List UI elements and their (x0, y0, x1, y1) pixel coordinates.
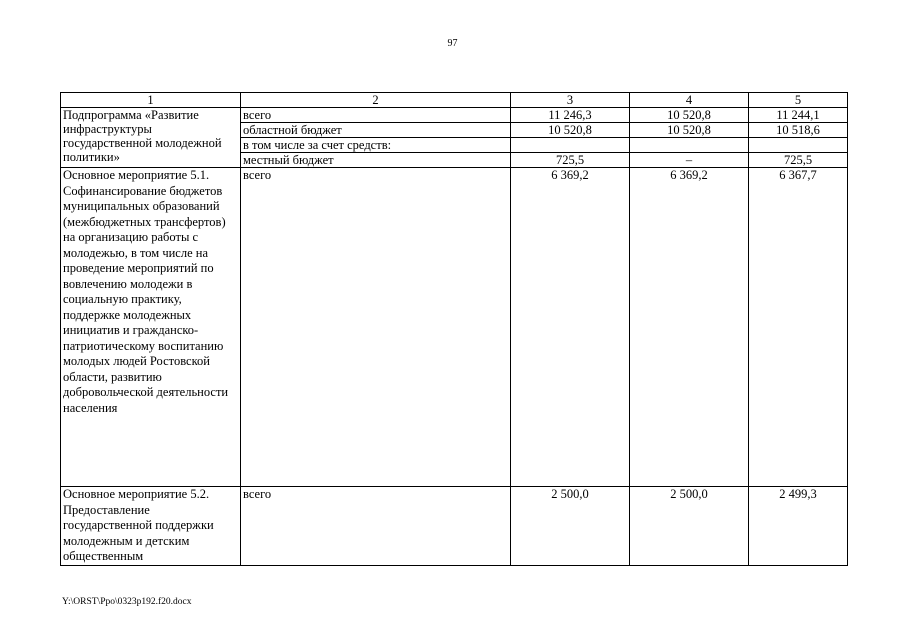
row-value-4: 10 520,8 (630, 108, 749, 123)
row-value-5: 11 244,1 (749, 108, 848, 123)
header-col-5: 5 (749, 93, 848, 108)
header-col-4: 4 (630, 93, 749, 108)
footer-file-path: Y:\ORST\Ppo\0323p192.f20.docx (62, 597, 192, 607)
row-value-3: 6 369,2 (511, 168, 630, 487)
row-value-4: 6 369,2 (630, 168, 749, 487)
row-label: всего (241, 487, 511, 566)
row-value-4 (630, 138, 749, 153)
row-value-4: 10 520,8 (630, 123, 749, 138)
measure-5-1-name: Основное мероприятие 5.1. Софинансирование бюджетов муниципальных образований (межбюджетных трансфертов) на организацию работы с молодежью, в том числе на проведение мероприятий по вовлечению молодежи в социальную практику, поддержке молодежных инициатив и гражданско-патриотическому воспитанию молодых людей Ростовской области, развитию добровольческой деятельности населения (61, 168, 241, 487)
row-value-5 (749, 138, 848, 153)
row-value-5: 10 518,6 (749, 123, 848, 138)
row-value-5: 725,5 (749, 153, 848, 168)
row-value-3: 725,5 (511, 153, 630, 168)
row-value-3: 11 246,3 (511, 108, 630, 123)
measure-5-2-name: Основное мероприятие 5.2. Предоставление государственной поддержки молодежным и детским общественным (61, 487, 241, 566)
header-col-3: 3 (511, 93, 630, 108)
row-value-5: 2 499,3 (749, 487, 848, 566)
table-row (61, 168, 848, 487)
table-header-row (61, 93, 848, 108)
row-value-4: 2 500,0 (630, 487, 749, 566)
row-value-3: 10 520,8 (511, 123, 630, 138)
row-label: всего (241, 168, 511, 487)
header-col-1: 1 (61, 93, 241, 108)
row-label: местный бюджет (241, 153, 511, 168)
row-label: в том числе за счет средств: (241, 138, 511, 153)
row-value-3: 2 500,0 (511, 487, 630, 566)
row-value-4: – (630, 153, 749, 168)
budget-table (60, 92, 848, 566)
row-value-5: 6 367,7 (749, 168, 848, 487)
row-label: всего (241, 108, 511, 123)
subprogram-name: Подпрограмма «Развитие инфраструктуры государственной молодежной политики» (61, 108, 241, 168)
row-label: областной бюджет (241, 123, 511, 138)
page-number: 97 (447, 38, 458, 49)
row-value-3 (511, 138, 630, 153)
table-row (61, 108, 848, 123)
header-col-2: 2 (241, 93, 511, 108)
table-row (61, 487, 848, 566)
